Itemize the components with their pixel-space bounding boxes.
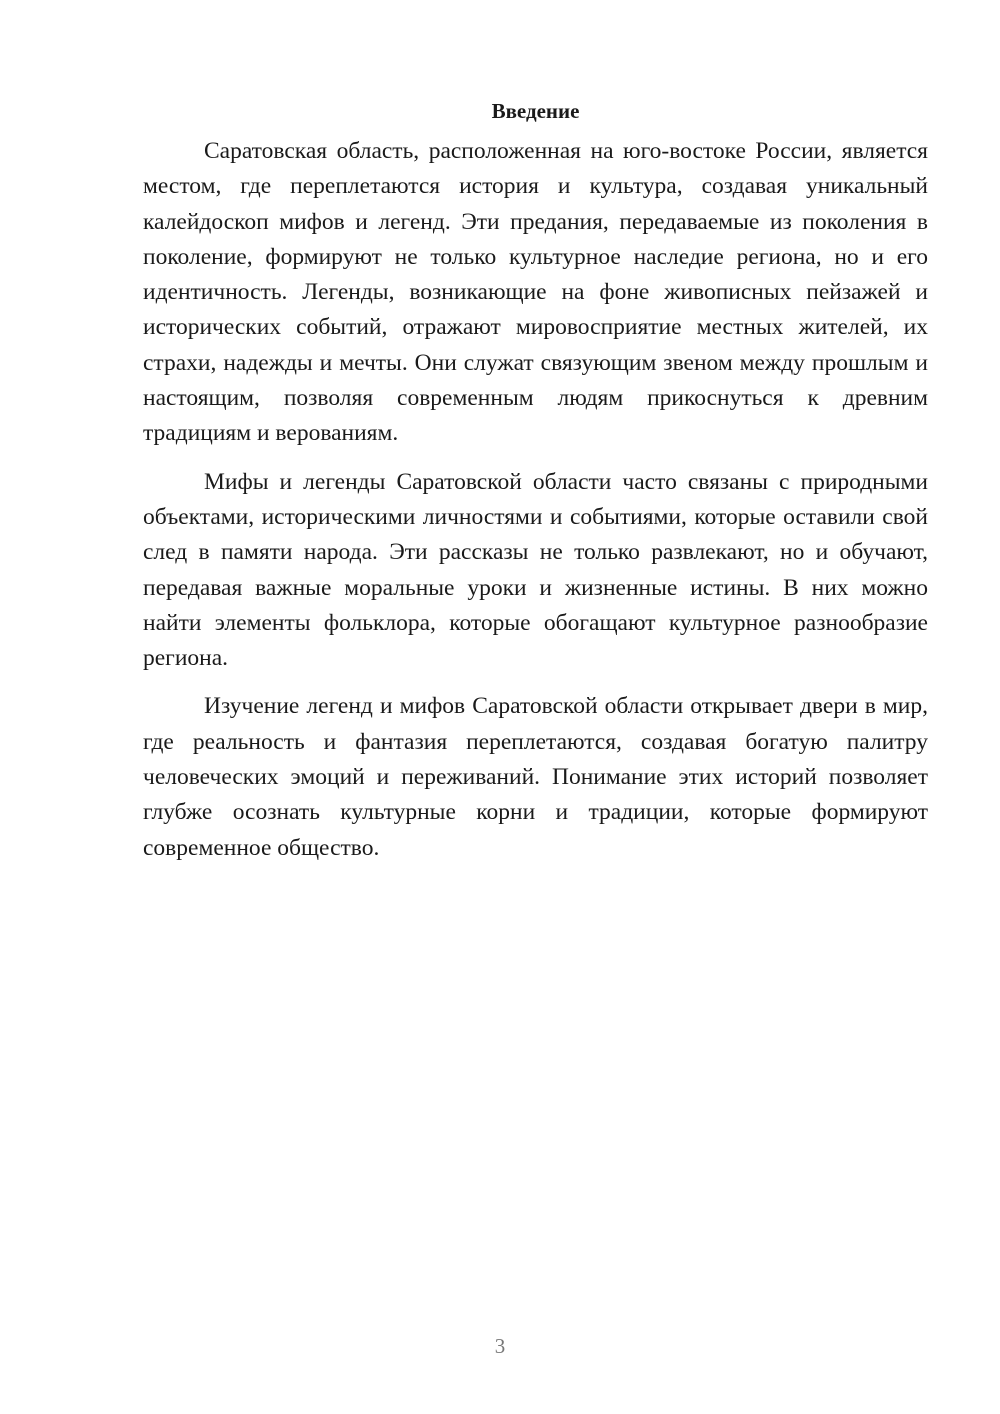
paragraph-1: Саратовская область, расположенная на юго-востоке России, является местом, где переплетаются история и культура, создавая уникальный калейдоскоп мифов и легенд. Эти предания, передаваемые из поколения в поколение, формируют не только культурное наследие региона, но и его идентичность. Легенды, возникающие на фоне живописных пейзажей и исторических событий, отражают мировосприятие местных жителей, их страхи, надежды и мечты. Они служат связующим звеном между прошлым и настоящим, позволяя современным людям прикоснуться к древним традициям и верованиям. [143, 138, 928, 447]
paragraph-3: Изучение легенд и мифов Саратовской области открывает двери в мир, где реальность и фантазия переплетаются, создавая богатую палитру человеческих эмоций и переживаний. Понимание этих историй позволяет глубже осознать культурные корни и традиции, которые формируют современное общество. [143, 693, 928, 861]
page-number: 3 [494, 1334, 506, 1358]
section-title: Введение [491, 99, 580, 123]
page-content [143, 96, 928, 879]
paragraph-2: Мифы и легенды Саратовской области часто связаны с природными объектами, историческими личностями и событиями, которые оставили свой след в памяти народа. Эти рассказы не только развлекают, но и обучают, передавая важные моральные уроки и жизненные истины. В них можно найти элементы фольклора, которые обогащают культурное разнообразие региона. [143, 468, 928, 672]
